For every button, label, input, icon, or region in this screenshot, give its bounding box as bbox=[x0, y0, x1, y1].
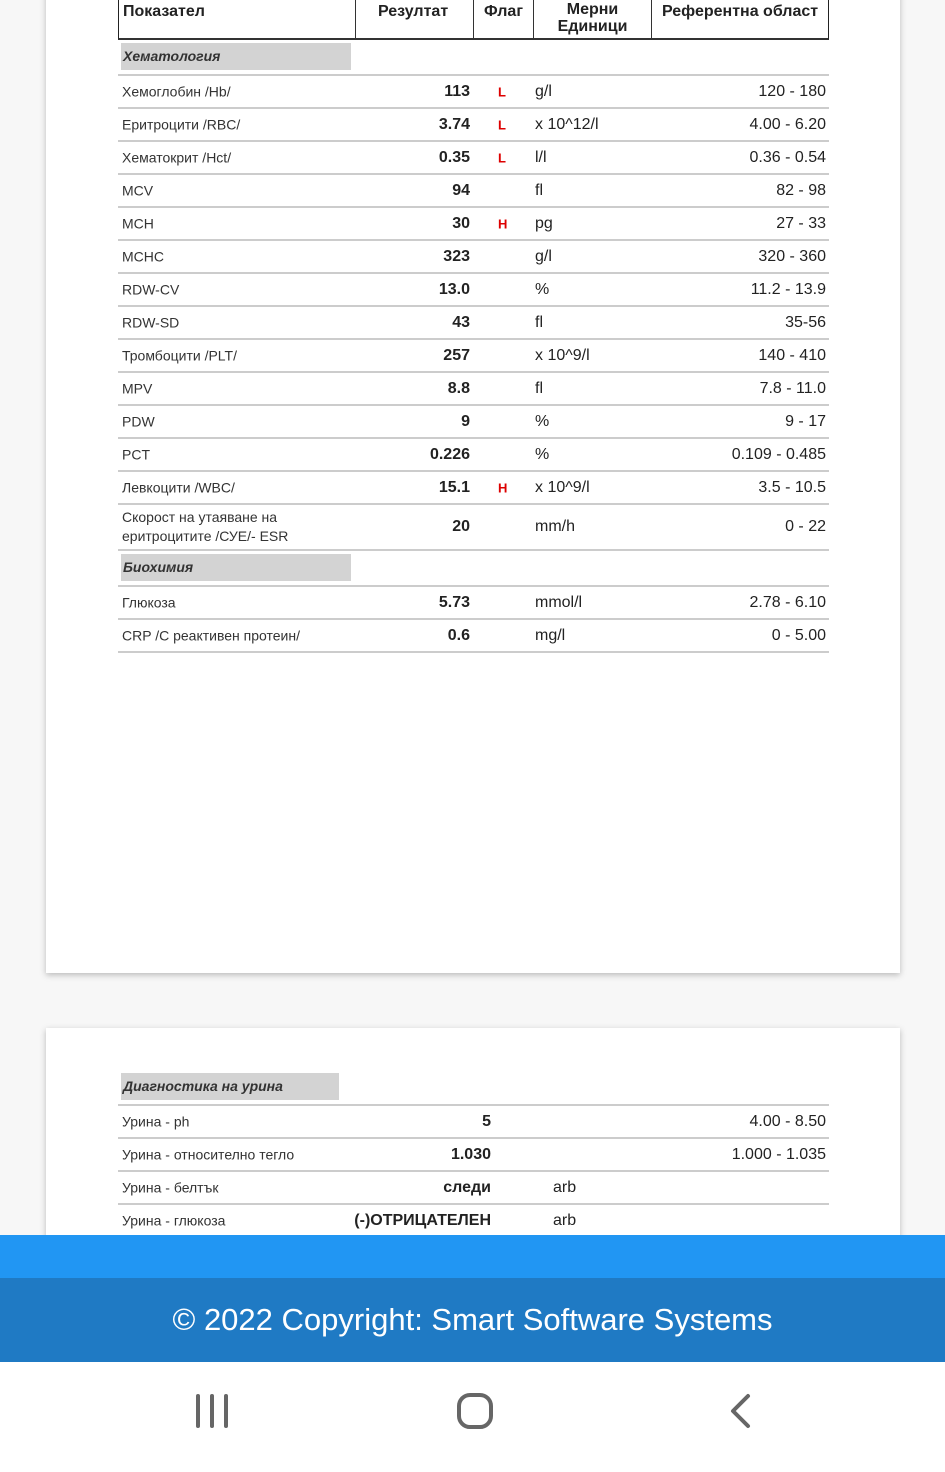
reference-range: 11.2 - 13.9 bbox=[750, 280, 826, 298]
home-icon[interactable] bbox=[456, 1392, 496, 1437]
results-table bbox=[118, 40, 829, 653]
table-row bbox=[118, 620, 829, 653]
reference-range: 1.000 - 1.035 bbox=[731, 1145, 826, 1163]
test-name: Еритроцити /RBC/ bbox=[122, 116, 241, 132]
unit: arb bbox=[553, 1178, 577, 1196]
unit: fl bbox=[535, 313, 543, 331]
test-name: MCH bbox=[122, 215, 154, 231]
reference-range: 4.00 - 8.50 bbox=[749, 1112, 826, 1130]
result-value: 15.1 bbox=[438, 478, 470, 496]
table-row bbox=[118, 241, 829, 274]
result-value: 113 bbox=[444, 82, 470, 100]
result-value: 8.8 bbox=[447, 379, 470, 397]
unit: l/l bbox=[535, 148, 547, 166]
result-value: 1.030 bbox=[450, 1145, 491, 1163]
test-name: Глюкоза bbox=[122, 594, 176, 610]
reference-range: 82 - 98 bbox=[776, 181, 826, 199]
flag-badge: L bbox=[498, 84, 506, 99]
result-value: 5 bbox=[482, 1112, 491, 1130]
flag-badge: L bbox=[498, 150, 506, 165]
reference-range: 0.36 - 0.54 bbox=[749, 148, 826, 166]
header-units-line2: Единици bbox=[557, 18, 628, 35]
flag-badge: L bbox=[498, 117, 506, 132]
reference-range: 2.78 - 6.10 bbox=[749, 593, 826, 611]
test-name: PCT bbox=[122, 446, 150, 462]
test-name: MPV bbox=[122, 380, 153, 396]
table-row bbox=[118, 406, 829, 439]
result-value: 3.74 bbox=[438, 115, 470, 133]
reference-range: 7.8 - 11.0 bbox=[759, 379, 826, 397]
section-title: Диагностика на урина bbox=[121, 1073, 339, 1100]
back-icon[interactable] bbox=[728, 1392, 758, 1437]
result-value: 257 bbox=[443, 346, 470, 364]
unit: arb bbox=[553, 1211, 577, 1229]
table-row bbox=[118, 109, 829, 142]
result-value: 30 bbox=[452, 214, 470, 232]
footer bbox=[0, 1278, 945, 1362]
result-value: следи bbox=[443, 1178, 491, 1196]
unit: fl bbox=[535, 181, 543, 199]
test-name: Скорост на утаяване на еритроцитите /СУЕ/- ESR bbox=[122, 509, 289, 544]
unit: x 10^9/l bbox=[535, 346, 590, 364]
result-value: 0.226 bbox=[429, 445, 470, 463]
android-nav-bar bbox=[0, 1362, 945, 1472]
test-name: Тромбоцити /PLT/ bbox=[122, 347, 237, 363]
test-name: Хемоглобин /Hb/ bbox=[122, 83, 231, 99]
table-row bbox=[118, 1139, 829, 1172]
result-value: 323 bbox=[443, 247, 470, 265]
table-row bbox=[118, 587, 829, 620]
table-row bbox=[118, 175, 829, 208]
header-reference: Референтна област bbox=[662, 3, 819, 20]
unit: fl bbox=[535, 379, 543, 397]
unit: g/l bbox=[535, 247, 552, 265]
result-value: (-)ОТРИЦАТЕЛЕН bbox=[354, 1211, 491, 1229]
unit: pg bbox=[535, 214, 553, 232]
unit: g/l bbox=[535, 82, 552, 100]
table-row bbox=[118, 505, 829, 551]
section-header bbox=[118, 40, 829, 76]
reference-range: 27 - 33 bbox=[776, 214, 826, 232]
section-title: Биохимия bbox=[121, 554, 351, 581]
test-name: Урина - глюкоза bbox=[122, 1212, 226, 1228]
test-name: MCHC bbox=[122, 248, 164, 264]
unit: mg/l bbox=[535, 626, 566, 644]
table-row bbox=[118, 142, 829, 175]
reference-range: 0.109 - 0.485 bbox=[731, 445, 826, 463]
header-result: Резултат bbox=[378, 3, 449, 20]
table-row bbox=[118, 1172, 829, 1205]
header-flag: Флаг bbox=[484, 3, 523, 20]
test-name: Урина - относително тегло bbox=[122, 1146, 295, 1162]
table-row bbox=[118, 1106, 829, 1139]
reference-range: 320 - 360 bbox=[758, 247, 826, 265]
test-name: Хематокрит /Hct/ bbox=[122, 149, 232, 165]
recent-apps-icon[interactable] bbox=[194, 1392, 230, 1437]
section-header bbox=[118, 551, 829, 587]
header-indicator: Показател bbox=[123, 3, 205, 20]
reference-range: 3.5 - 10.5 bbox=[758, 478, 826, 496]
test-name: RDW-CV bbox=[122, 281, 180, 297]
section-title: Хематология bbox=[121, 43, 351, 70]
table-row bbox=[118, 208, 829, 241]
reference-range: 140 - 410 bbox=[758, 346, 826, 364]
result-value: 5.73 bbox=[438, 593, 470, 611]
table-row bbox=[118, 274, 829, 307]
unit: % bbox=[535, 280, 550, 298]
result-value: 0.35 bbox=[438, 148, 470, 166]
reference-range: 120 - 180 bbox=[758, 82, 826, 100]
unit: mm/h bbox=[535, 518, 575, 535]
table-row bbox=[118, 1205, 829, 1238]
flag-badge: H bbox=[498, 480, 508, 495]
unit: mmol/l bbox=[535, 593, 583, 611]
test-name: CRP /C реактивен протеин/ bbox=[122, 627, 300, 643]
table-row bbox=[118, 340, 829, 373]
result-value: 0.6 bbox=[447, 626, 470, 644]
table-row bbox=[118, 472, 829, 505]
unit: x 10^12/l bbox=[535, 115, 599, 133]
header-units-line1: Мерни bbox=[566, 1, 619, 18]
test-name: Левкоцити /WBC/ bbox=[122, 479, 235, 495]
flag-badge: H bbox=[498, 216, 508, 231]
result-value: 43 bbox=[452, 313, 470, 331]
unit: x 10^9/l bbox=[535, 478, 590, 496]
result-value: 94 bbox=[452, 181, 470, 199]
result-value: 20 bbox=[452, 518, 470, 535]
reference-range: 9 - 17 bbox=[785, 412, 826, 430]
urine-table bbox=[118, 1070, 829, 1238]
section-header bbox=[118, 1070, 829, 1106]
blue-band bbox=[0, 1235, 945, 1279]
reference-range: 0 - 5.00 bbox=[771, 626, 826, 644]
table-row bbox=[118, 307, 829, 340]
reference-range: 0 - 22 bbox=[785, 518, 826, 535]
reference-range: 4.00 - 6.20 bbox=[749, 115, 826, 133]
table-row bbox=[118, 76, 829, 109]
test-name: Урина - ph bbox=[122, 1113, 190, 1129]
test-name: PDW bbox=[122, 413, 155, 429]
result-value: 9 bbox=[461, 412, 470, 430]
table-row bbox=[118, 373, 829, 406]
result-value: 13.0 bbox=[438, 280, 470, 298]
unit: % bbox=[535, 412, 550, 430]
table-header bbox=[118, 0, 829, 40]
test-name: RDW-SD bbox=[122, 314, 180, 330]
table-row bbox=[118, 439, 829, 472]
test-name: MCV bbox=[122, 182, 154, 198]
unit: % bbox=[535, 445, 550, 463]
reference-range: 35-56 bbox=[785, 313, 826, 331]
copyright-text: © 2022 Copyright: Smart Software Systems bbox=[172, 1302, 773, 1337]
test-name: Урина - белтък bbox=[122, 1179, 219, 1195]
